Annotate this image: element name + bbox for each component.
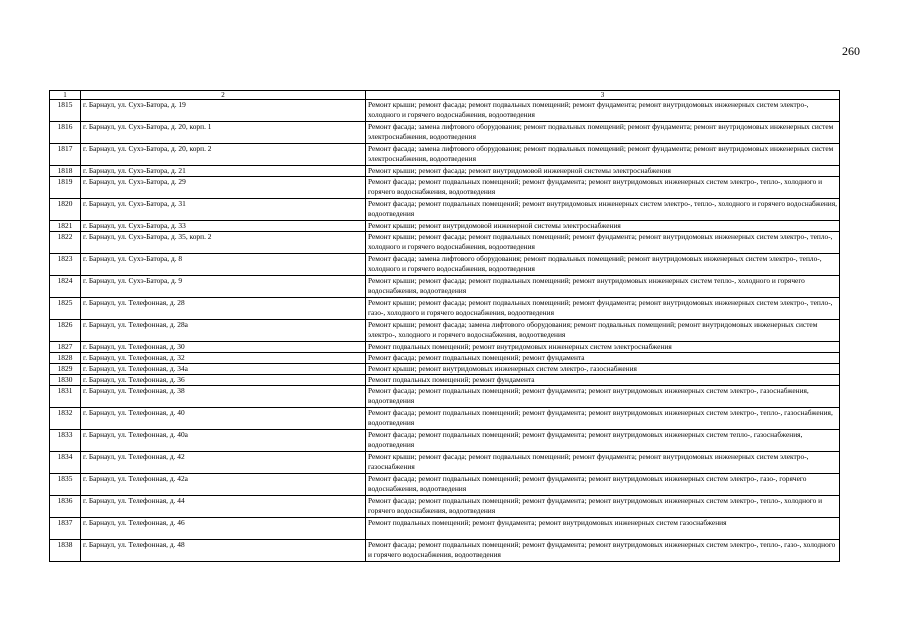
table-row [50,474,840,496]
row-address: г. Барнаул, ул. Сухэ-Батора, д. 20, корп. 2 [81,144,366,166]
table-row [50,320,840,342]
row-works: Ремонт крыши; ремонт фасада; замена лифтового оборудования; ремонт подвальных помещений; ремонт внутридомовых инженерных систем электро-, холодного и горячего водоснабжения, водоотведения [366,320,840,342]
table-row [50,430,840,452]
row-address: г. Барнаул, ул. Телефонная, д. 28 [81,298,366,320]
row-address: г. Барнаул, ул. Сухэ-Батора, д. 20, корп. 1 [81,122,366,144]
row-works: Ремонт подвальных помещений; ремонт внутридомовых инженерных систем электроснабжения [366,342,840,353]
row-number: 1819 [50,177,81,199]
row-address: г. Барнаул, ул. Сухэ-Батора, д. 21 [81,166,366,177]
row-works: Ремонт фасада; ремонт подвальных помещений; ремонт фундамента; ремонт внутридомовых инженерных систем тепло-, газоснабжения, водоотведения [366,430,840,452]
row-works: Ремонт подвальных помещений; ремонт фундамента [366,375,840,386]
row-works: Ремонт фасада; ремонт подвальных помещений; ремонт фундамента [366,353,840,364]
row-works: Ремонт фасада; ремонт подвальных помещений; ремонт фундамента; ремонт внутридомовых инженерных систем электро-, тепло-, холодного и горячего водоснабжения, водоотведения [366,177,840,199]
row-number: 1823 [50,254,81,276]
row-number: 1825 [50,298,81,320]
row-address: г. Барнаул, ул. Сухэ-Батора, д. 19 [81,100,366,122]
row-number: 1815 [50,100,81,122]
row-address: г. Барнаул, ул. Телефонная, д. 28а [81,320,366,342]
table-row [50,452,840,474]
row-number: 1838 [50,540,81,562]
table-row [50,232,840,254]
row-number: 1831 [50,386,81,408]
row-works: Ремонт подвальных помещений; ремонт фундамента; ремонт внутридомовых инженерных систем газоснабжения [366,518,840,540]
row-number: 1816 [50,122,81,144]
row-works: Ремонт фасада; ремонт подвальных помещений; ремонт внутридомовых инженерных систем электро-, тепло-, холодного и горячего водоснабжения, водоотведения [366,199,840,221]
row-works: Ремонт фасада; замена лифтового оборудования; ремонт подвальных помещений; ремонт фундамента; ремонт внутридомовых инженерных систем электроснабжения, водоотведения [366,144,840,166]
row-works: Ремонт крыши; ремонт фасада; ремонт подвальных помещений; ремонт фундамента; ремонт внутридомовых инженерных систем электро-, холодного и горячего водоснабжения, водоотведения [366,100,840,122]
row-number: 1829 [50,364,81,375]
row-address: г. Барнаул, ул. Телефонная, д. 40а [81,430,366,452]
row-works: Ремонт фасада; замена лифтового оборудования; ремонт подвальных помещений; ремонт фундамента; ремонт внутридомовых инженерных систем электроснабжения, водоотведения [366,122,840,144]
table-row [50,254,840,276]
row-works: Ремонт крыши; ремонт фасада; ремонт внутридомовой инженерной системы электроснабжения [366,166,840,177]
row-address: г. Барнаул, ул. Телефонная, д. 38 [81,386,366,408]
table-row [50,177,840,199]
table-body [50,100,840,562]
table-row [50,496,840,518]
table-row [50,221,840,232]
row-works: Ремонт крыши; ремонт фасада; ремонт подвальных помещений; ремонт фундамента; ремонт внутридомовых инженерных систем электро-, тепло-, холодного и горячего водоснабжения, водоотведения [366,232,840,254]
row-number: 1836 [50,496,81,518]
column-number-1: 1 [50,91,81,100]
row-address: г. Барнаул, ул. Телефонная, д. 48 [81,540,366,562]
column-number-row [50,91,840,100]
row-address: г. Барнаул, ул. Телефонная, д. 46 [81,518,366,540]
column-number-3: 3 [366,91,840,100]
row-address: г. Барнаул, ул. Сухэ-Батора, д. 31 [81,199,366,221]
table-row [50,298,840,320]
table-row [50,199,840,221]
row-address: г. Барнаул, ул. Телефонная, д. 34а [81,364,366,375]
row-works: Ремонт фасада; ремонт подвальных помещений; ремонт фундамента; ремонт внутридомовых инженерных систем электро-, газо-, горячего водоснабжения, водоотведения [366,474,840,496]
row-works: Ремонт крыши; ремонт фасада; ремонт подвальных помещений; ремонт внутридомовых инженерных систем тепло-, холодного и горячего водоснабжения, водоотведения [366,276,840,298]
page-number: 260 [842,44,860,58]
row-number: 1824 [50,276,81,298]
row-number: 1818 [50,166,81,177]
row-address: г. Барнаул, ул. Сухэ-Батора, д. 9 [81,276,366,298]
table-row [50,353,840,364]
table-row [50,144,840,166]
row-number: 1820 [50,199,81,221]
row-works: Ремонт крыши; ремонт фасада; ремонт подвальных помещений; ремонт фундамента; ремонт внутридомовых инженерных систем электро-, тепло-, газо-, холодного и горячего водоснабжения, водоотведения [366,298,840,320]
row-works: Ремонт крыши; ремонт внутридомовой инженерной системы электроснабжения [366,221,840,232]
row-address: г. Барнаул, ул. Сухэ-Батора, д. 33 [81,221,366,232]
table-row [50,122,840,144]
row-works: Ремонт фасада; замена лифтового оборудования; ремонт подвальных помещений; ремонт внутридомовых инженерных систем электро-, тепло-, холодного и горячего водоснабжения, водоотведения [366,254,840,276]
row-works: Ремонт фасада; ремонт подвальных помещений; ремонт фундамента; ремонт внутридомовых инженерных систем электро-, газоснабжения, водоотведения [366,386,840,408]
row-address: г. Барнаул, ул. Телефонная, д. 40 [81,408,366,430]
row-number: 1834 [50,452,81,474]
table-row [50,540,840,562]
table-row [50,364,840,375]
row-address: г. Барнаул, ул. Телефонная, д. 32 [81,353,366,364]
row-number: 1821 [50,221,81,232]
row-number: 1817 [50,144,81,166]
row-address: г. Барнаул, ул. Телефонная, д. 36 [81,375,366,386]
row-works: Ремонт фасада; ремонт подвальных помещений; ремонт фундамента; ремонт внутридомовых инженерных систем электро-, тепло-, холодного и горячего водоснабжения, водоотведения [366,496,840,518]
row-number: 1837 [50,518,81,540]
table-row [50,386,840,408]
table-row [50,375,840,386]
row-address: г. Барнаул, ул. Телефонная, д. 30 [81,342,366,353]
row-works: Ремонт крыши; ремонт фасада; ремонт подвальных помещений; ремонт фундамента; ремонт внутридомовых инженерных систем электро-, газоснабжения [366,452,840,474]
table-row [50,276,840,298]
row-number: 1827 [50,342,81,353]
row-address: г. Барнаул, ул. Телефонная, д. 42 [81,452,366,474]
row-number: 1822 [50,232,81,254]
row-number: 1832 [50,408,81,430]
row-number: 1830 [50,375,81,386]
row-number: 1828 [50,353,81,364]
table-row [50,100,840,122]
row-number: 1826 [50,320,81,342]
row-works: Ремонт фасада; ремонт подвальных помещений; ремонт фундамента; ремонт внутридомовых инженерных систем электро-, тепло-, газо-, холодного и горячего водоснабжения, водоотведения [366,540,840,562]
table-row [50,342,840,353]
row-address: г. Барнаул, ул. Сухэ-Батора, д. 35, корп. 2 [81,232,366,254]
row-address: г. Барнаул, ул. Сухэ-Батора, д. 8 [81,254,366,276]
houses-repair-table [49,90,840,562]
row-works: Ремонт фасада; ремонт подвальных помещений; ремонт фундамента; ремонт внутридомовых инженерных систем электро-, тепло-, газоснабжения, водоотведения [366,408,840,430]
row-number: 1835 [50,474,81,496]
row-address: г. Барнаул, ул. Телефонная, д. 44 [81,496,366,518]
table-row [50,166,840,177]
row-number: 1833 [50,430,81,452]
row-address: г. Барнаул, ул. Сухэ-Батора, д. 29 [81,177,366,199]
row-works: Ремонт крыши; ремонт внутридомовых инженерных систем электро-, газоснабжения [366,364,840,375]
row-address: г. Барнаул, ул. Телефонная, д. 42а [81,474,366,496]
table-row [50,408,840,430]
table-row [50,518,840,540]
column-number-2: 2 [81,91,366,100]
